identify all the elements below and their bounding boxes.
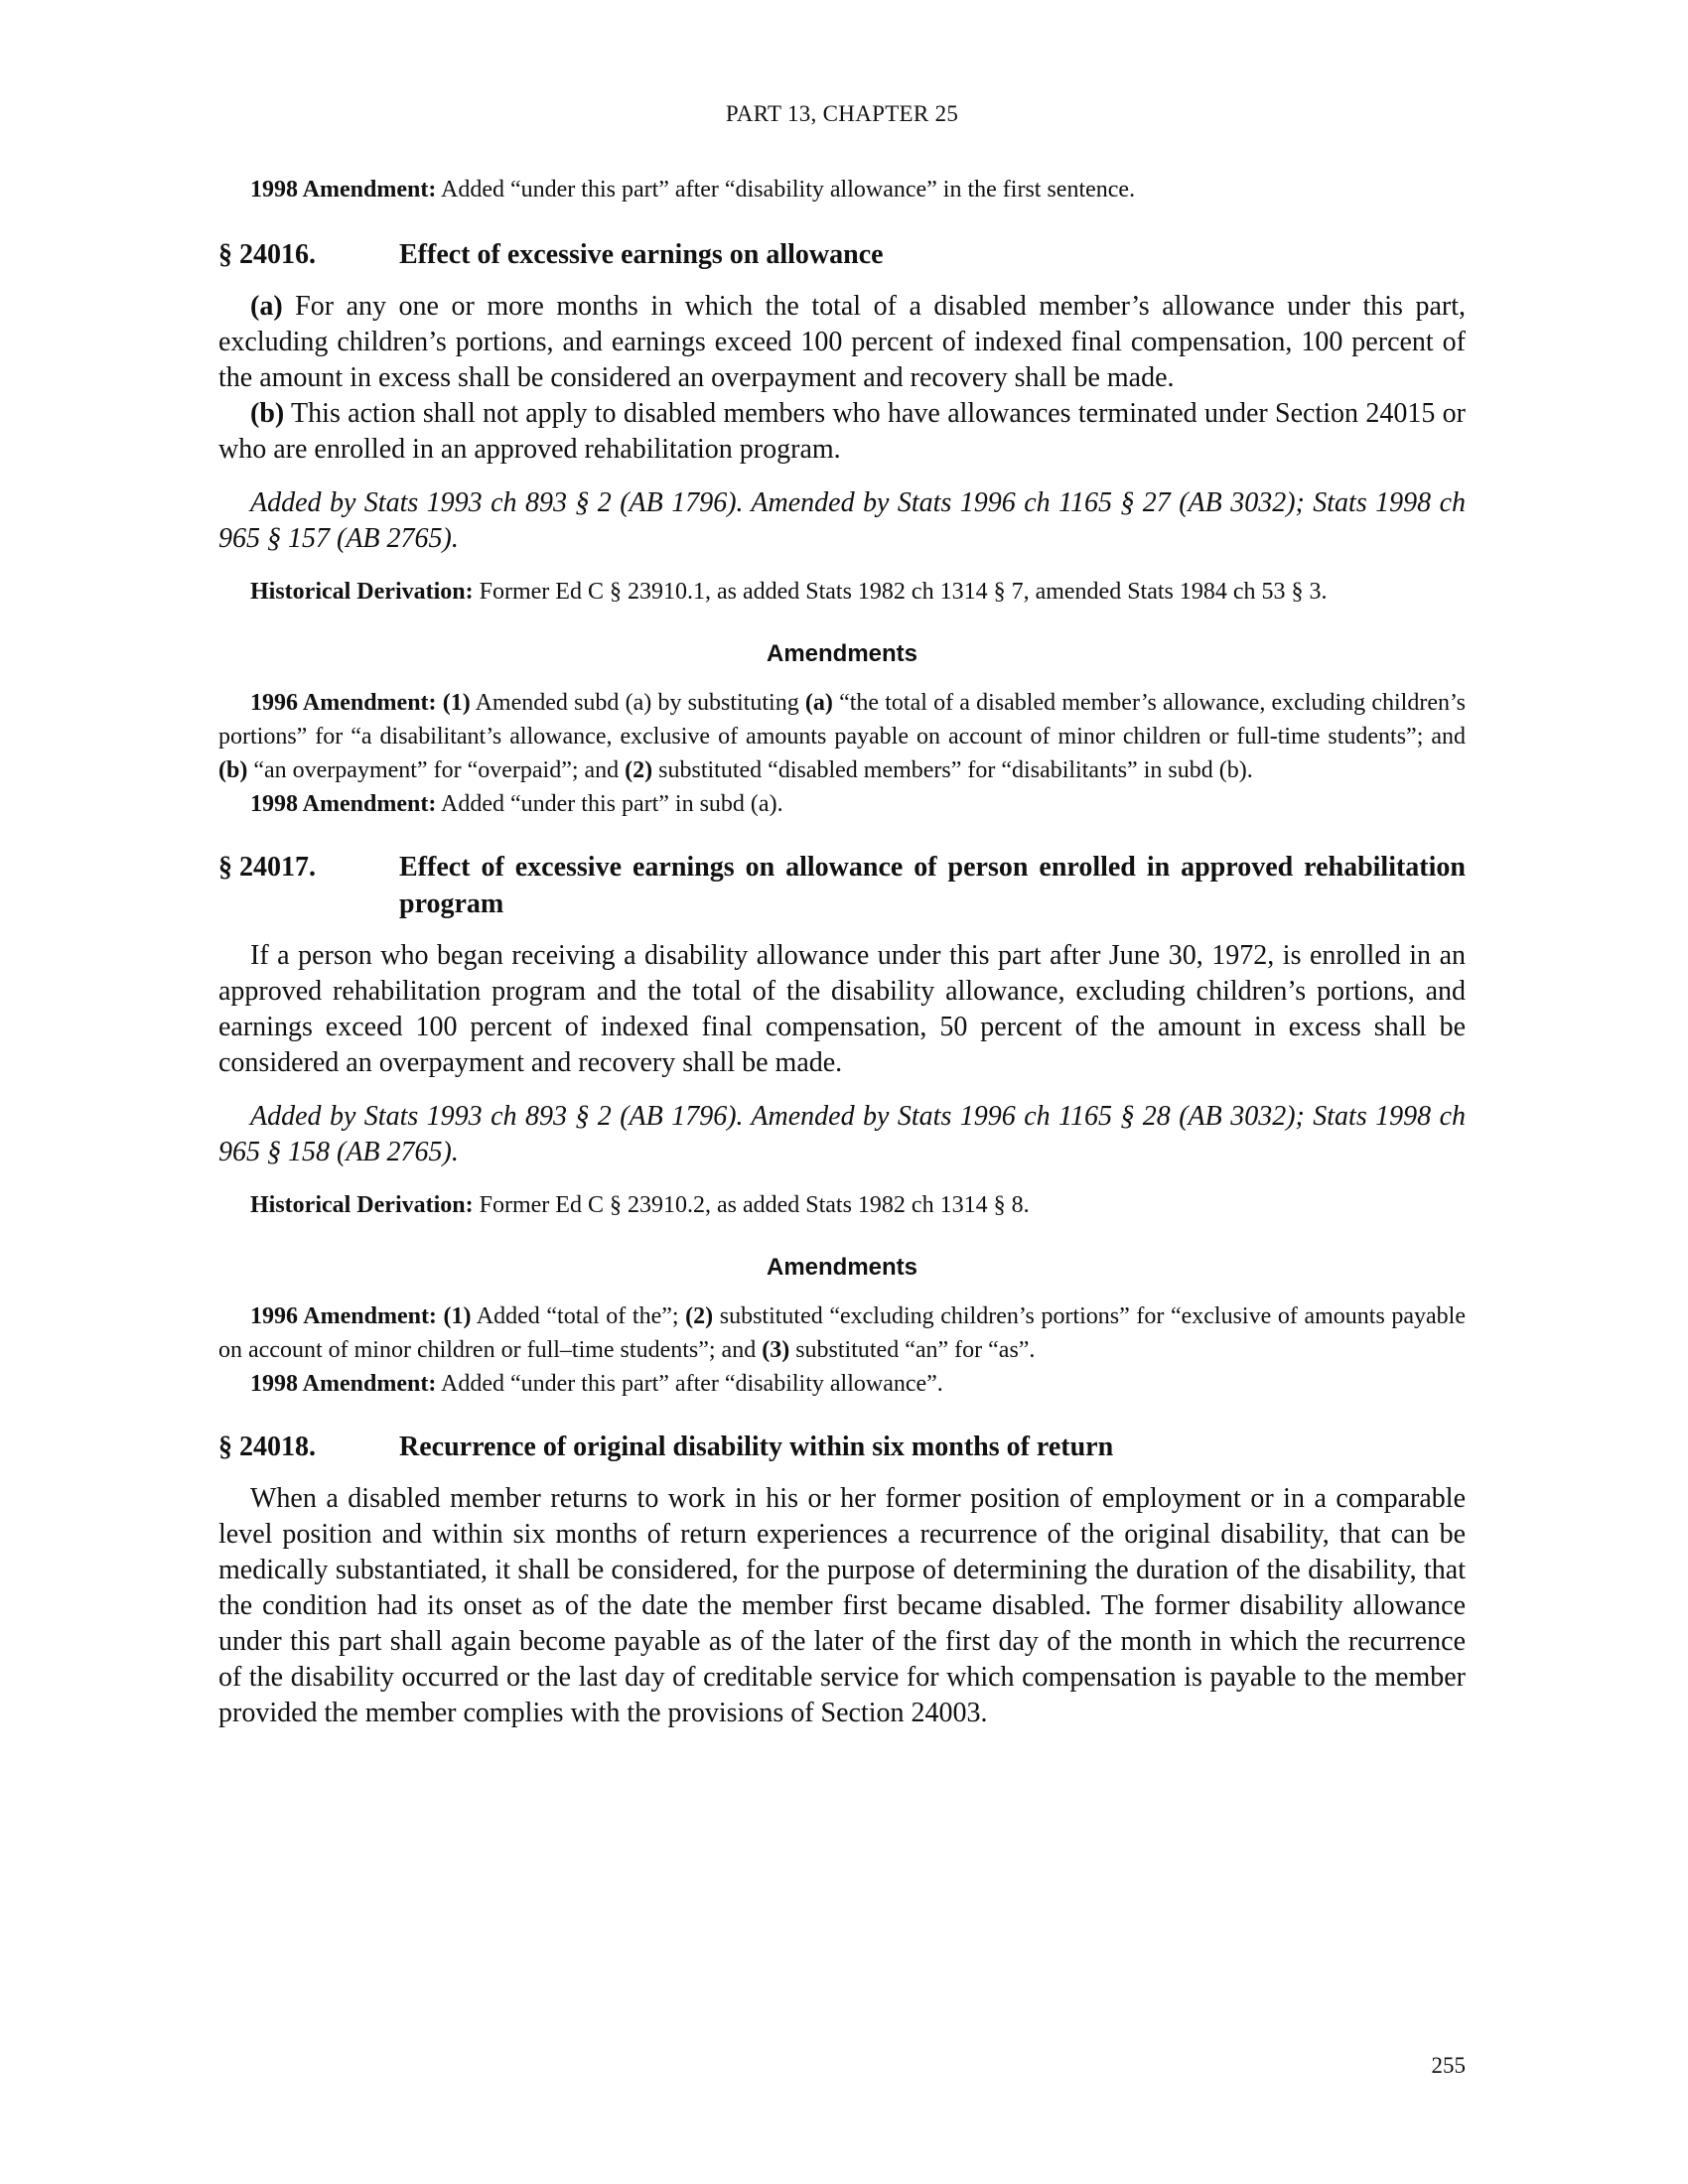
amendment-label: 1998 Amendment: [250, 791, 437, 817]
clause-marker: (2) [625, 757, 653, 783]
section-number: § 24016. [218, 239, 316, 270]
derivation-text: Former Ed C § 23910.1, as added Stats 1982 ch 1314 § 7, amended Stats 1984 ch 53 § 3. [473, 579, 1328, 605]
section-heading-24016 [218, 236, 1466, 273]
historical-derivation [218, 575, 1466, 609]
clause-marker: (1) [442, 690, 471, 716]
amendment-1998 [218, 1367, 1466, 1401]
section-title: Effect of excessive earnings on allowance [399, 239, 884, 270]
page-number: 255 [1431, 2053, 1466, 2078]
page-content [218, 173, 1466, 1731]
section-heading-24017 [218, 849, 1466, 922]
amendments-heading: Amendments [766, 640, 918, 667]
section-title: Effect of excessive earnings on allowance of person enrolled in approved rehabilitation program [399, 852, 1466, 919]
amendment-text: substituted “disabled members” for “disabilitants” in subd (b). [652, 757, 1253, 783]
amendment-text: Added “under this part” after “disability allowance”. [436, 1371, 943, 1397]
amendment-text [437, 1303, 444, 1329]
subdivision-label: (a) [250, 291, 283, 322]
note-label: 1998 Amendment: [250, 177, 437, 203]
section-title: Recurrence of original disability within six months of return [399, 1432, 1114, 1462]
statutory-citation: Added by Stats 1993 ch 893 § 2 (AB 1796). Amended by Stats 1996 ch 1165 § 27 (AB 3032); Stats 1998 ch 965 § 157 (AB 2765). [218, 487, 1466, 554]
derivation-text: Former Ed C § 23910.2, as added Stats 1982 ch 1314 § 8. [473, 1192, 1030, 1218]
amendment-text: Added “total of the”; [471, 1303, 686, 1329]
top-amendment-note [218, 173, 1466, 206]
clause-marker: (a) [804, 690, 833, 716]
subdivision-b [218, 396, 1466, 468]
amendment-text: “the total of a disabled member’s allowance, excluding children’s portions” for “a disabilitant’s allowance, exclusive of amounts payable on account of minor children or full-time students”; and [218, 690, 1467, 750]
statutory-citation: Added by Stats 1993 ch 893 § 2 (AB 1796). Amended by Stats 1996 ch 1165 § 28 (AB 3032); Stats 1998 ch 965 § 158 (AB 2765). [218, 1101, 1466, 1167]
amendment-text: “an overpayment” for “overpaid”; and [247, 757, 626, 783]
subdivision-a [218, 289, 1466, 396]
section-number: § 24017. [218, 852, 316, 883]
amendment-text: Added “under this part” in subd (a). [436, 791, 783, 817]
subdivision-text: For any one or more months in which the total of a disabled member’s allowance under this part, excluding children’s portions, and earnings exceed 100 percent of indexed final compensation, 100 percent of the amount in excess shall be considered an overpayment and recovery shall be made. [218, 291, 1466, 393]
amendment-text: substituted “an” for “as”. [789, 1337, 1036, 1363]
historical-derivation [218, 1188, 1466, 1222]
amendment-1996 [218, 1299, 1466, 1367]
amendment-text: Amended subd (a) by substituting [470, 690, 805, 716]
amendment-label: 1996 Amendment: [250, 690, 437, 716]
amendment-label: 1998 Amendment: [250, 1371, 437, 1397]
clause-marker: (b) [218, 757, 248, 783]
section-body: If a person who began receiving a disability allowance under this part after June 30, 1972, is enrolled in an approved rehabilitation program and the total of the disability allowance, excluding children’s portions, and earnings exceed 100 percent of indexed final compensation, 50 percent of the amount in excess shall be considered an overpayment and recovery shall be made. [218, 940, 1466, 1078]
clause-marker: (3) [762, 1337, 790, 1363]
section-number: § 24018. [218, 1432, 316, 1462]
amendment-text: substituted “excluding children’s portions” for “exclusive of amounts payable on account of minor children or full–time students”; and [218, 1303, 1467, 1363]
clause-marker: (1) [443, 1303, 472, 1329]
note-text: Added “under this part” after “disability allowance” in the first sentence. [436, 177, 1136, 203]
section-body: When a disabled member returns to work in his or her former position of employment or in a comparable level position and within six months of return experiences a recurrence of the original disability, that can be medically substantiated, it shall be considered, for the purpose of determining the duration of the disability, that the condition had its onset as of the date the member first became disabled. The former disability allowance under this part shall again become payable as of the later of the first day of the month in which the recurrence of the disability occurred or the last day of creditable service for which compensation is payable to the member provided the member complies with the provisions of Section 24003. [218, 1483, 1466, 1728]
amendments-heading: Amendments [766, 1254, 918, 1281]
clause-marker: (2) [685, 1303, 714, 1329]
subdivision-text: This action shall not apply to disabled members who have allowances terminated under Section 24015 or who are enrolled in an approved rehabilitation program. [218, 398, 1466, 465]
amendment-label: 1996 Amendment: [250, 1303, 437, 1329]
amendment-1998 [218, 787, 1466, 821]
subdivision-label: (b) [250, 398, 285, 429]
running-head: PART 13, CHAPTER 25 [725, 101, 959, 126]
section-heading-24018 [218, 1429, 1466, 1465]
derivation-label: Historical Derivation: [250, 579, 474, 605]
amendment-1996 [218, 686, 1466, 787]
document-page [218, 0, 1466, 2184]
derivation-label: Historical Derivation: [250, 1192, 474, 1218]
